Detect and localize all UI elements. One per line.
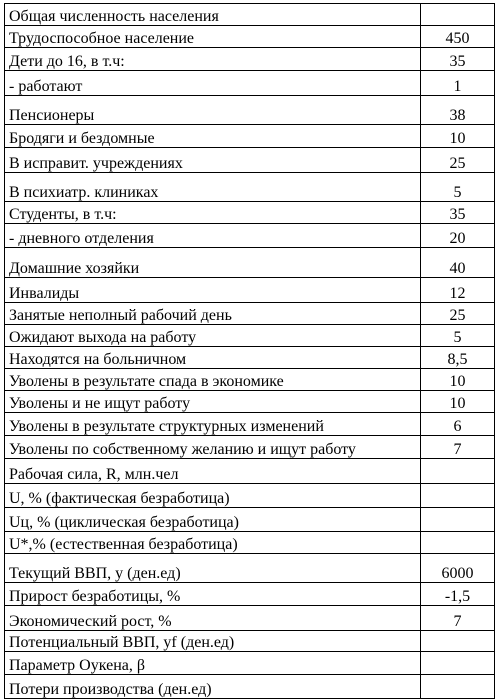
row-label: В исправит. учреждениях [5, 148, 421, 173]
row-label: Дети до 16, в т.ч: [5, 48, 421, 71]
row-value: 10 [421, 125, 495, 148]
table-row [5, 675, 495, 699]
table-row [5, 369, 495, 391]
row-label: В психиатр. клиниках [5, 173, 421, 202]
table-row [5, 303, 495, 325]
row-value: 12 [421, 278, 495, 303]
row-label: Uц, % (циклическая безработица) [5, 508, 421, 532]
table-row [5, 248, 495, 278]
table-row [5, 347, 495, 369]
table-row [5, 631, 495, 652]
row-value: 7 [421, 606, 495, 631]
table-row [5, 436, 495, 459]
row-label: Бродяги и бездомные [5, 125, 421, 148]
row-label: Домашние хозяйки [5, 248, 421, 278]
row-label: U, % (фактическая безработица) [5, 484, 421, 508]
row-value: 6 [421, 413, 495, 436]
row-label: Занятые неполный рабочий день [5, 303, 421, 325]
row-value: 8,5 [421, 347, 495, 369]
table-row [5, 278, 495, 303]
table-row [5, 26, 495, 48]
row-label: Студенты, в т.ч: [5, 202, 421, 224]
row-value: 6000 [421, 554, 495, 583]
row-label: Параметр Оукена, β [5, 652, 421, 675]
row-value: 5 [421, 325, 495, 347]
row-label: Инвалиды [5, 278, 421, 303]
row-label: Общая численность населения [5, 4, 421, 26]
table-row [5, 532, 495, 554]
table-row [5, 148, 495, 173]
table-row [5, 583, 495, 606]
row-value [421, 532, 495, 554]
row-value [421, 652, 495, 675]
row-value: 35 [421, 202, 495, 224]
row-label: Потери производства (ден.ед) [5, 675, 421, 699]
row-value: 10 [421, 391, 495, 413]
row-value: 1 [421, 71, 495, 96]
table-row [5, 71, 495, 96]
row-label: Потенциальный ВВП, yf (ден.ед) [5, 631, 421, 652]
row-value [421, 508, 495, 532]
row-value [421, 675, 495, 699]
row-label: Экономический рост, % [5, 606, 421, 631]
table-row [5, 652, 495, 675]
table-row [5, 554, 495, 583]
row-label: Уволены и не ищут работу [5, 391, 421, 413]
row-value: 35 [421, 48, 495, 71]
table-row [5, 173, 495, 202]
table-row [5, 508, 495, 532]
row-value [421, 631, 495, 652]
table-row [5, 391, 495, 413]
row-value: 10 [421, 369, 495, 391]
row-value [421, 459, 495, 484]
table-row [5, 413, 495, 436]
row-label: Текущий ВВП, y (ден.ед) [5, 554, 421, 583]
row-value: 40 [421, 248, 495, 278]
row-label: Уволены по собственному желанию и ищут работу [5, 436, 421, 459]
table-row [5, 484, 495, 508]
row-label: U*,% (естественная безработица) [5, 532, 421, 554]
row-value: 25 [421, 303, 495, 325]
row-label: Пенсионеры [5, 96, 421, 125]
table-row [5, 48, 495, 71]
data-table [4, 3, 495, 699]
table-row [5, 96, 495, 125]
row-label: - работают [5, 71, 421, 96]
table-row [5, 202, 495, 224]
row-value: 7 [421, 436, 495, 459]
row-label: Находятся на больничном [5, 347, 421, 369]
row-value: 38 [421, 96, 495, 125]
row-value: 5 [421, 173, 495, 202]
table-row [5, 459, 495, 484]
row-value [421, 484, 495, 508]
row-label: Трудоспособное население [5, 26, 421, 48]
table-row [5, 125, 495, 148]
row-label: Уволены в результате спада в экономике [5, 369, 421, 391]
row-value [421, 4, 495, 26]
row-label: - дневного отделения [5, 224, 421, 248]
row-value: 450 [421, 26, 495, 48]
table-row [5, 224, 495, 248]
table-row [5, 4, 495, 26]
row-label: Уволены в результате структурных изменений [5, 413, 421, 436]
table-row [5, 325, 495, 347]
row-label: Рабочая сила, R, млн.чел [5, 459, 421, 484]
row-label: Прирост безработицы, % [5, 583, 421, 606]
row-value: -1,5 [421, 583, 495, 606]
row-value: 25 [421, 148, 495, 173]
table-row [5, 606, 495, 631]
row-label: Ожидают выхода на работу [5, 325, 421, 347]
row-value: 20 [421, 224, 495, 248]
